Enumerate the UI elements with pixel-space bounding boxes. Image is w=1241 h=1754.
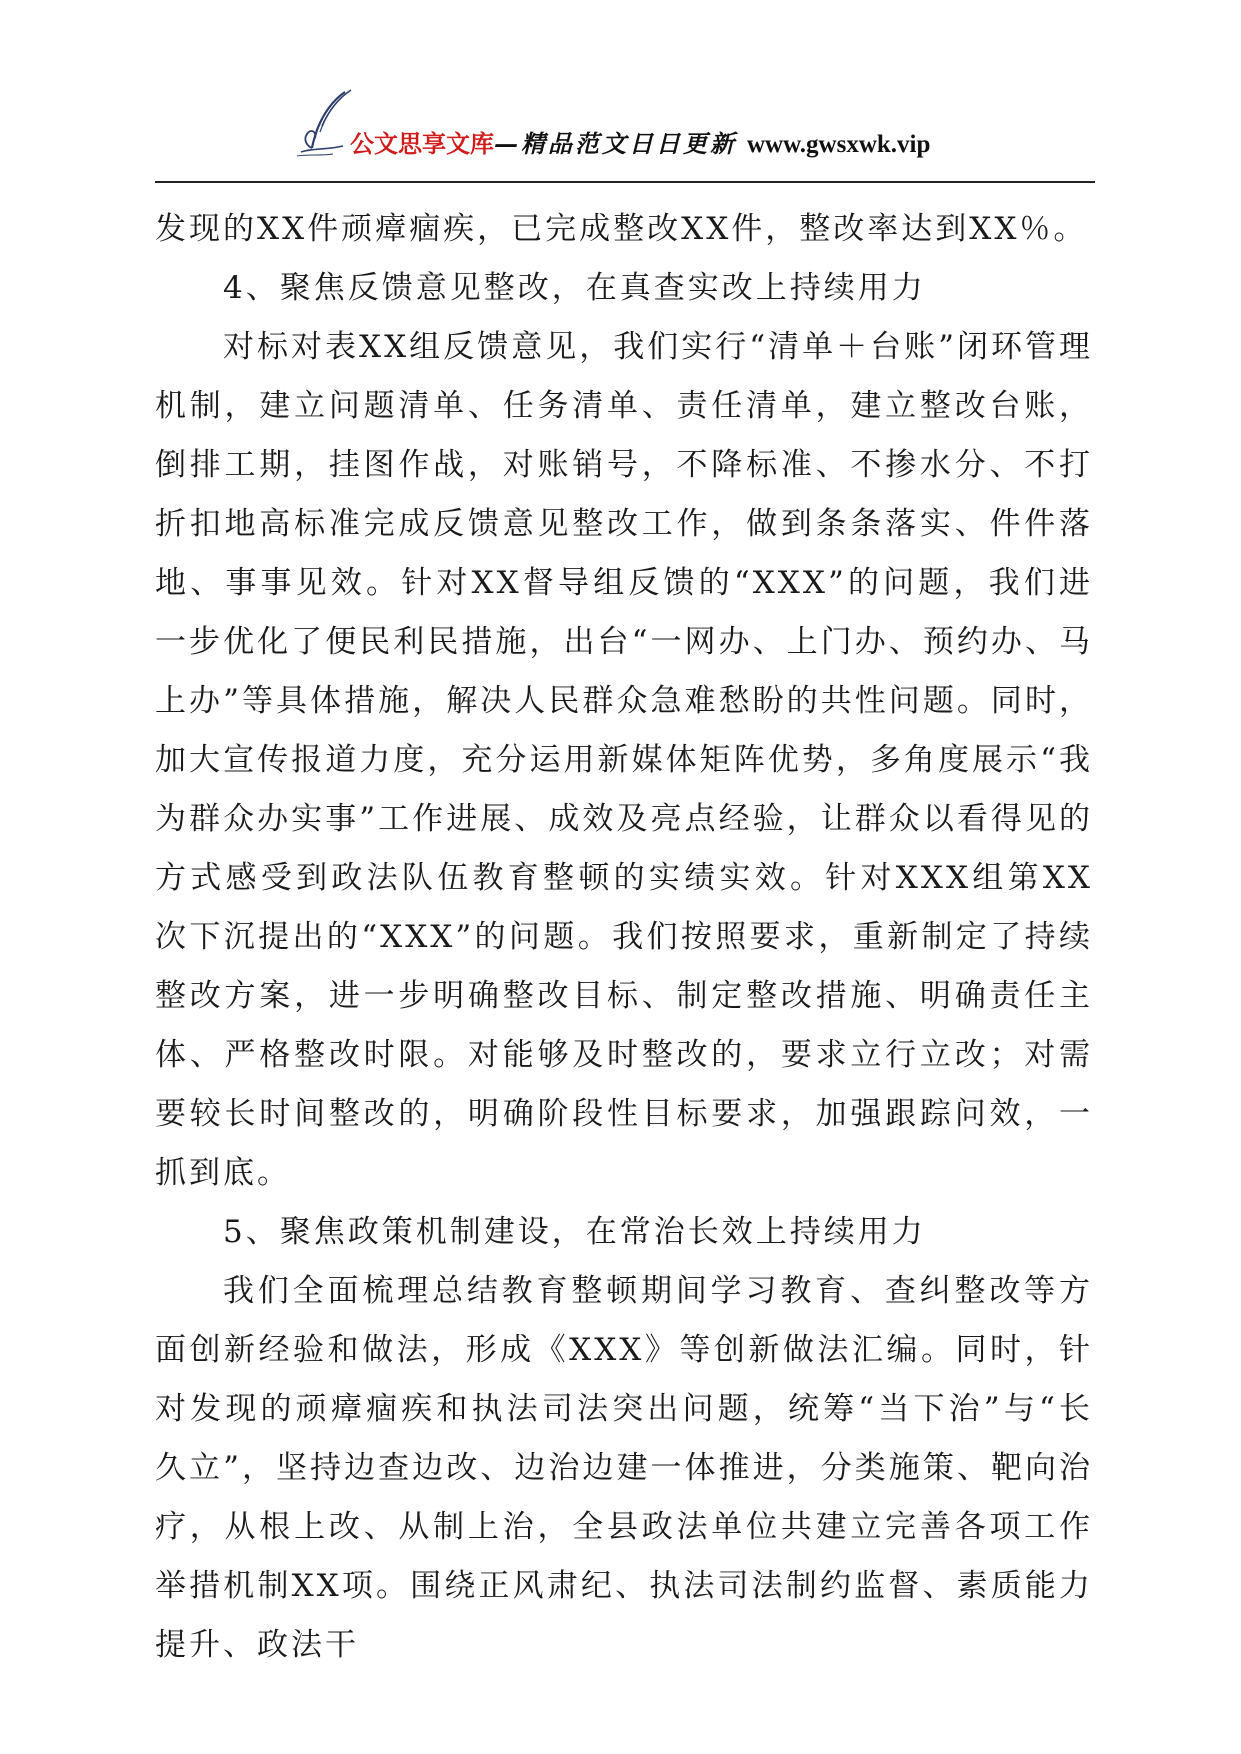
brand-name: 公文思享文库 [350, 130, 494, 158]
paragraph-continuation: 发现的XX件顽瘴痼疾，已完成整改XX件，整改率达到XX％。 [155, 211, 1088, 247]
header-slogan: —精品范文日日更新 [494, 129, 737, 158]
section-heading-5: 5、聚焦政策机制建设，在常治长效上持续用力 [223, 1214, 926, 1250]
site-url: www.gwsxwk.vip [747, 131, 931, 158]
paragraph-feedback-rectification: 对标对表XX组反馈意见，我们实行“清单＋台账”闭环管理机制，建立问题清单、任务清单、责任清单，建立整改台账，倒排工期，挂图作战，对账销号，不降标准、不掺水分、不打折扣地高标准完成反馈意见整改工作，做到条条落实、件件落地、事事见效。针对XX督导组反馈的“XXX”的问题，我们进一步优化了便民利民措施，出台“一网办、上门办、预约办、马上办”等具体措施，解决人民群众急难愁盼的共性问题。同时，加大宣传报道力度，充分运用新媒体矩阵优势，多角度展示“我为群众办实事”工作进展、成效及亮点经验，让群众以看得见的方式感受到政法队伍教育整顿的实绩实效。针对XXX组第XX次下沉提出的“XXX”的问题。我们按照要求，重新制定了持续整改方案，进一步明确整改目标、制定整改措施、明确责任主体、严格整改时限。对能够及时整改的，要求立行立改；对需要较长时间整改的，明确阶段性目标要求，加强跟踪问效，一抓到底。 [155, 329, 1093, 1191]
paragraph-policy-mechanism: 我们全面梳理总结教育整顿期间学习教育、查纠整改等方面创新经验和做法，形成《XXX》等创新做法汇编。同时，针对发现的顽瘴痼疾和执法司法突出问题，统筹“当下治”与“长久立”，坚持边查边改、边治边建一体推进，分类施策、靶向治疗，从根上改、从制上治，全县政法单位共建立完善各项工作举措机制XX项。围绕正风肃纪、执法司法制约监督、素质能力提升、政法干 [155, 1273, 1093, 1663]
header-divider [155, 181, 1095, 183]
header-title [350, 124, 930, 165]
document-body [155, 200, 1093, 1675]
quill-pen-logo-icon [293, 88, 355, 158]
section-heading-4: 4、聚焦反馈意见整改，在真查实改上持续用力 [223, 270, 926, 306]
page-header [155, 84, 1095, 184]
